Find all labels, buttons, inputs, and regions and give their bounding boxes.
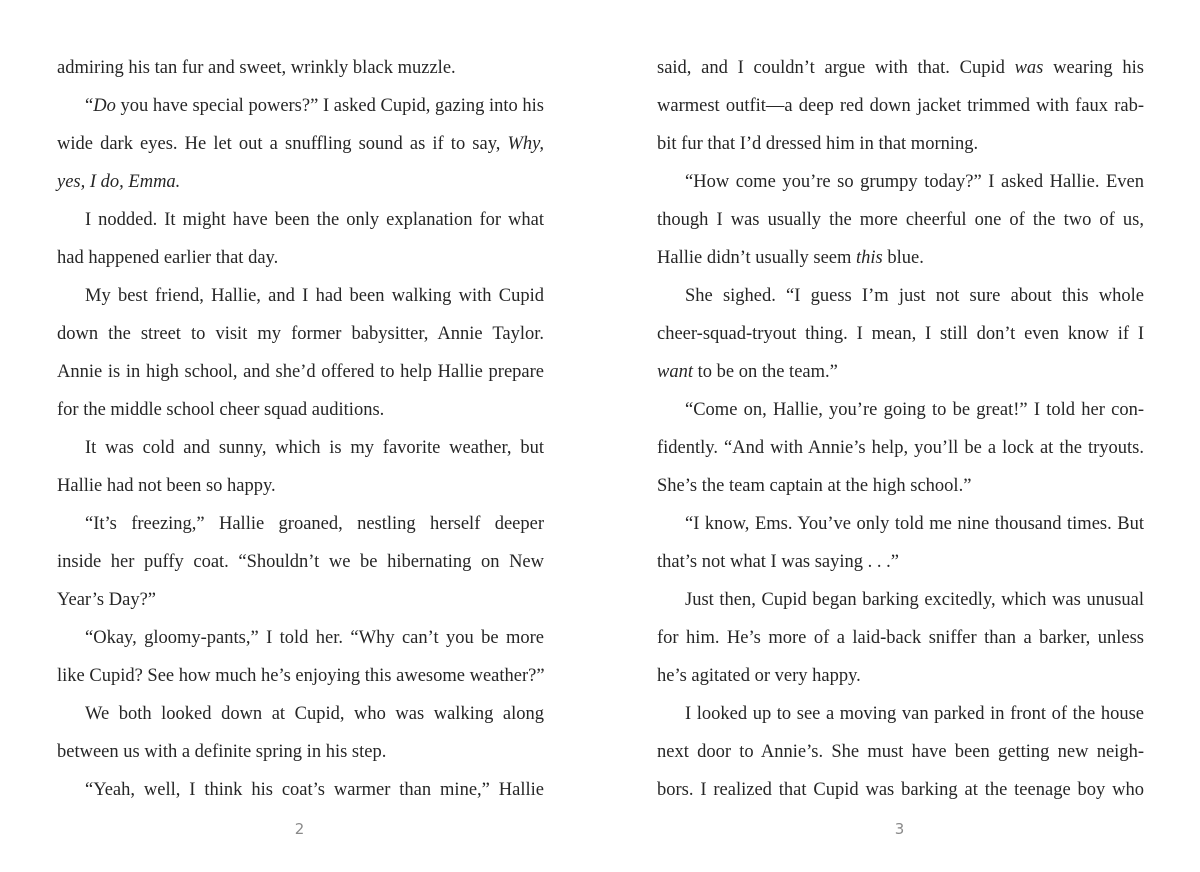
text-run: “It’s freezing,” Hallie groaned, nestling herself deeper [85,514,544,534]
text-run: like Cupid? See how much he’s enjoying this awesome weather?” [57,666,545,686]
italic-text: was [1014,58,1044,78]
text-run: warmest outfit—a deep red down jacket trimmed with faux rab- [657,96,1144,116]
text-line [657,315,1144,353]
text-run: bit fur that I’d dressed him in that morning. [657,134,979,154]
text-line [657,125,1144,163]
text-run: It was cold and sunny, which is my favorite weather, but [85,438,544,458]
text-line [657,657,1144,695]
text-run: though I was usually the more cheerful one of the two of us, [657,210,1144,230]
text-run: We both looked down at Cupid, who was walking along [85,704,544,724]
text-run: I looked up to see a moving van parked in front of the house [685,704,1144,724]
text-line [657,429,1144,467]
text-run: My best friend, Hallie, and I had been walking with Cupid [85,286,544,306]
page-number-left: 2 [294,820,306,838]
page-number-right: 3 [894,820,906,838]
text-line [657,733,1144,771]
text-line [57,391,544,429]
text-run: wide dark eyes. He let out a snuffling sound as if to say, [57,134,508,154]
text-run: She’s the team captain at the high school.” [657,476,972,496]
text-line [57,733,544,771]
text-line [57,315,544,353]
text-run: between us with a definite spring in his step. [57,742,387,762]
text-run: fidently. “And with Annie’s help, you’ll be a lock at the tryouts. [657,438,1144,458]
text-run: for him. He’s more of a laid-back sniffer than a barker, unless [657,628,1144,648]
text-line [57,277,544,315]
text-run: cheer-squad-tryout thing. I mean, I still don’t even know if I [657,324,1144,344]
text-line [657,391,1144,429]
text-run: said, and I couldn’t argue with that. Cupid [657,58,1015,78]
text-line [57,657,544,695]
text-run: for the middle school cheer squad auditions. [57,400,385,420]
text-line [57,619,544,657]
text-run: Hallie didn’t usually seem [657,248,857,268]
italic-text: want [657,362,693,382]
text-line [657,353,1144,391]
text-line [57,505,544,543]
text-run: he’s agitated or very happy. [657,666,861,686]
text-run: next door to Annie’s. She must have been getting new neigh- [657,742,1144,762]
text-run: you have special powers?” I asked Cupid, gazing into his [115,96,544,116]
text-line [657,201,1144,239]
text-run: wearing his [1043,58,1144,78]
text-line [657,277,1144,315]
text-line [57,201,544,239]
text-line [657,771,1144,809]
left-page [57,49,544,849]
text-run: blue. [882,248,924,268]
text-line [57,125,544,163]
text-line [57,695,544,733]
text-line [657,543,1144,581]
text-run: “ [85,96,94,116]
italic-text: this [856,248,883,268]
text-line [57,239,544,277]
text-run: I nodded. It might have been the only explanation for what [85,210,544,230]
text-line [57,771,544,809]
text-run: bors. I realized that Cupid was barking at the teenage boy who [657,780,1144,800]
right-page [657,49,1144,849]
text-line [57,467,544,505]
text-run: “Okay, gloomy-pants,” I told her. “Why can’t you be more [85,628,544,648]
text-run: “Yeah, well, I think his coat’s warmer than mine,” Hallie [85,780,544,800]
text-line [57,163,544,201]
text-run: had happened earlier that day. [57,248,279,268]
text-line [657,619,1144,657]
text-line [657,87,1144,125]
italic-text: yes, I do, Emma. [57,172,181,192]
text-run: “Come on, Hallie, you’re going to be great!” I told her con- [685,400,1144,420]
text-run: Just then, Cupid began barking excitedly, which was unusual [685,590,1144,610]
text-line [57,543,544,581]
text-line [657,49,1144,87]
text-line [57,87,544,125]
text-run: Annie is in high school, and she’d offered to help Hallie prepare [57,362,544,382]
text-run: “How come you’re so grumpy today?” I asked Hallie. Even [685,172,1144,192]
text-line [657,467,1144,505]
text-run: She sighed. “I guess I’m just not sure about this whole [685,286,1144,306]
italic-text: Why, [507,134,544,154]
text-run: admiring his tan fur and sweet, wrinkly black muzzle. [57,58,456,78]
text-run: that’s not what I was saying . . .” [657,552,899,572]
text-run: inside her puffy coat. “Shouldn’t we be hibernating on New [57,552,544,572]
text-run: “I know, Ems. You’ve only told me nine thousand times. But [685,514,1144,534]
text-run: Hallie had not been so happy. [57,476,276,496]
text-line [657,239,1144,277]
text-run: Year’s Day?” [57,590,156,610]
text-line [57,353,544,391]
italic-text: Do [93,96,116,116]
text-line [657,505,1144,543]
text-line [657,163,1144,201]
text-line [57,49,544,87]
text-line [657,695,1144,733]
text-run: to be on the team.” [692,362,838,382]
text-run: down the street to visit my former babysitter, Annie Taylor. [57,324,544,344]
text-line [657,581,1144,619]
text-line [57,429,544,467]
text-line [57,581,544,619]
